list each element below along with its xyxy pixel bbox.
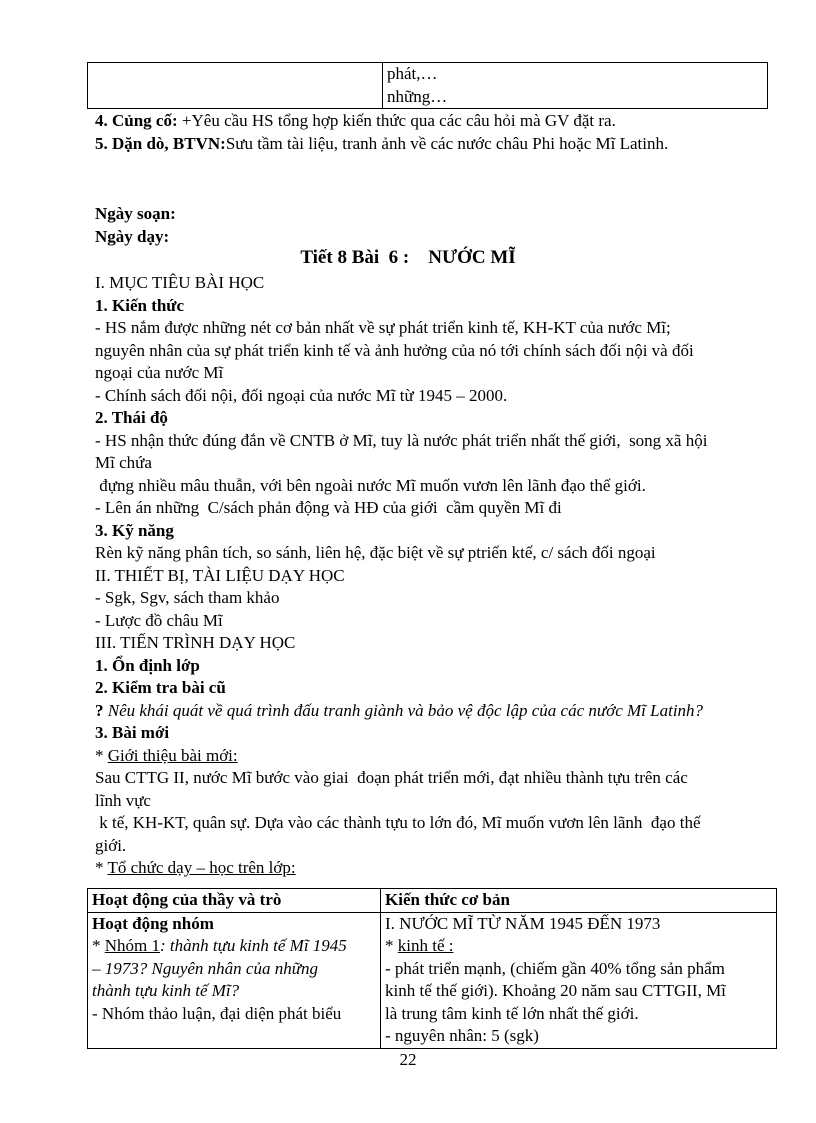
- economy-line: là trung tâm kinh tế lớn nhất thế giới.: [385, 1003, 639, 1023]
- organization-heading: * Tổ chức dạy – học trên lớp:: [95, 858, 296, 877]
- knowledge-line: ngoại của nước Mĩ: [95, 363, 224, 382]
- economy-line: - nguyên nhân: 5 (sgk): [385, 1026, 539, 1045]
- economy-line: - phát triển mạnh, (chiếm gần 40% tổng sản phẩm: [385, 958, 725, 978]
- intro-line: Sau CTTG II, nước Mĩ bước vào giai đoạn phát triển mới, đạt nhiều thành tựu trên các: [95, 768, 688, 787]
- knowledge-heading: 1. Kiến thức: [95, 295, 185, 315]
- intro-heading: * Giới thiệu bài mới:: [95, 745, 238, 765]
- review-heading: 2. Kiểm tra bài cũ: [95, 678, 226, 697]
- table-header-row: [88, 889, 777, 913]
- page-number: 22: [399, 1050, 417, 1069]
- objectives-heading: I. MỤC TIÊU BÀI HỌC: [95, 273, 265, 292]
- intro-line: lĩnh vực: [95, 790, 151, 810]
- top-table-left-cell: [88, 63, 383, 109]
- process-heading: III. TIẾN TRÌNH DẠY HỌC: [95, 633, 296, 652]
- group-question-cont: thành tựu kinh tế Mĩ?: [92, 981, 240, 1000]
- consolidation-section: [95, 110, 775, 155]
- ngay-day: Ngày dạy:: [95, 226, 170, 246]
- activity-table: [87, 888, 777, 1049]
- equipment-line: - Sgk, Sgv, sách tham khảo: [95, 588, 280, 607]
- section-4: 4. Củng cố: +Yêu cầu HS tổng hợp kiến thức qua các câu hỏi mà GV đặt ra.: [95, 111, 616, 130]
- top-table-line: những…: [387, 86, 448, 106]
- new-lesson-heading: 3. Bài mới: [95, 723, 170, 742]
- group-question: * Nhóm 1: thành tựu kinh tế Mĩ 1945: [92, 936, 347, 955]
- attitude-line: - Lên án những C/sách phản động và HĐ của giới cầm quyền Mĩ đi: [95, 498, 562, 517]
- economy-line: kinh tế thế giới). Khoảng 20 năm sau CTTGII, Mĩ: [385, 981, 726, 1000]
- skills-heading: 3. Kỹ năng: [95, 520, 174, 540]
- equipment-line: - Lược đồ châu Mĩ: [95, 610, 223, 630]
- lesson-body: [95, 272, 775, 880]
- knowledge-line: nguyên nhân của sự phát triển kinh tế và ảnh hưởng của nó tới chính sách đối nội và đối: [95, 340, 694, 360]
- attitude-line: đựng nhiều mâu thuẫn, với bên ngoài nước Mĩ muốn vươn lên lãnh đạo thế giới.: [95, 475, 646, 495]
- knowledge-section-title: I. NƯỚC MĨ TỪ NĂM 1945 ĐẾN 1973: [385, 913, 661, 933]
- table-row: [88, 912, 777, 1048]
- attitude-heading: 2. Thái độ: [95, 408, 168, 427]
- section-5: 5. Dặn dò, BTVN:Sưu tầm tài liệu, tranh ảnh về các nước châu Phi hoặc Mĩ Latinh.: [95, 133, 669, 153]
- intro-line: giới.: [95, 835, 127, 855]
- attitude-line: Mĩ chứa: [95, 453, 152, 472]
- skills-line: Rèn kỹ năng phân tích, so sánh, liên hệ, đặc biệt về sự ptriển ktế, c/ sách đối ngoại: [95, 543, 656, 562]
- top-table: [87, 62, 768, 109]
- lesson-title: Tiết 8 Bài 6 : NƯỚC MĨ: [300, 247, 516, 268]
- intro-line: k tế, KH-KT, quân sự. Dựa vào các thành tựu to lớn đó, Mĩ muốn vươn lên lãnh đạo thế: [95, 813, 701, 832]
- economy-label: * kinh tế :: [385, 936, 454, 955]
- ngay-soan: Ngày soạn:: [95, 204, 176, 223]
- stabilize-heading: 1. Ổn định lớp: [95, 655, 200, 675]
- activity-cell: [88, 912, 381, 1048]
- knowledge-line: - HS nắm được những nét cơ bản nhất về sự phát triển kinh tế, KH-KT của nước Mĩ;: [95, 318, 671, 337]
- header-basic-knowledge: Kiến thức cơ bản: [381, 889, 777, 913]
- dates-block: [95, 203, 775, 248]
- top-table-line: phát,…: [387, 64, 438, 83]
- attitude-line: - HS nhận thức đúng đắn về CNTB ở Mĩ, tuy là nước phát triển nhất thế giới, song xã hội: [95, 430, 708, 450]
- header-teacher-student: Hoạt động của thầy và trò: [88, 889, 381, 913]
- knowledge-line: - Chính sách đối nội, đối ngoại của nước Mĩ từ 1945 – 2000.: [95, 385, 508, 405]
- group-activity-title: Hoạt động nhóm: [92, 913, 214, 933]
- group-question-cont: – 1973? Nguyên nhân của những: [92, 958, 318, 978]
- top-table-right-cell: [383, 63, 768, 109]
- group-note: - Nhóm thảo luận, đại diện phát biểu: [92, 1003, 342, 1023]
- knowledge-cell: [381, 912, 777, 1048]
- review-question: ? Nêu khái quát về quá trình đấu tranh giành và bảo vệ độc lập của các nước Mĩ Latinh?: [95, 700, 704, 720]
- equipment-heading: II. THIẾT BỊ, TÀI LIỆU DẠY HỌC: [95, 565, 345, 585]
